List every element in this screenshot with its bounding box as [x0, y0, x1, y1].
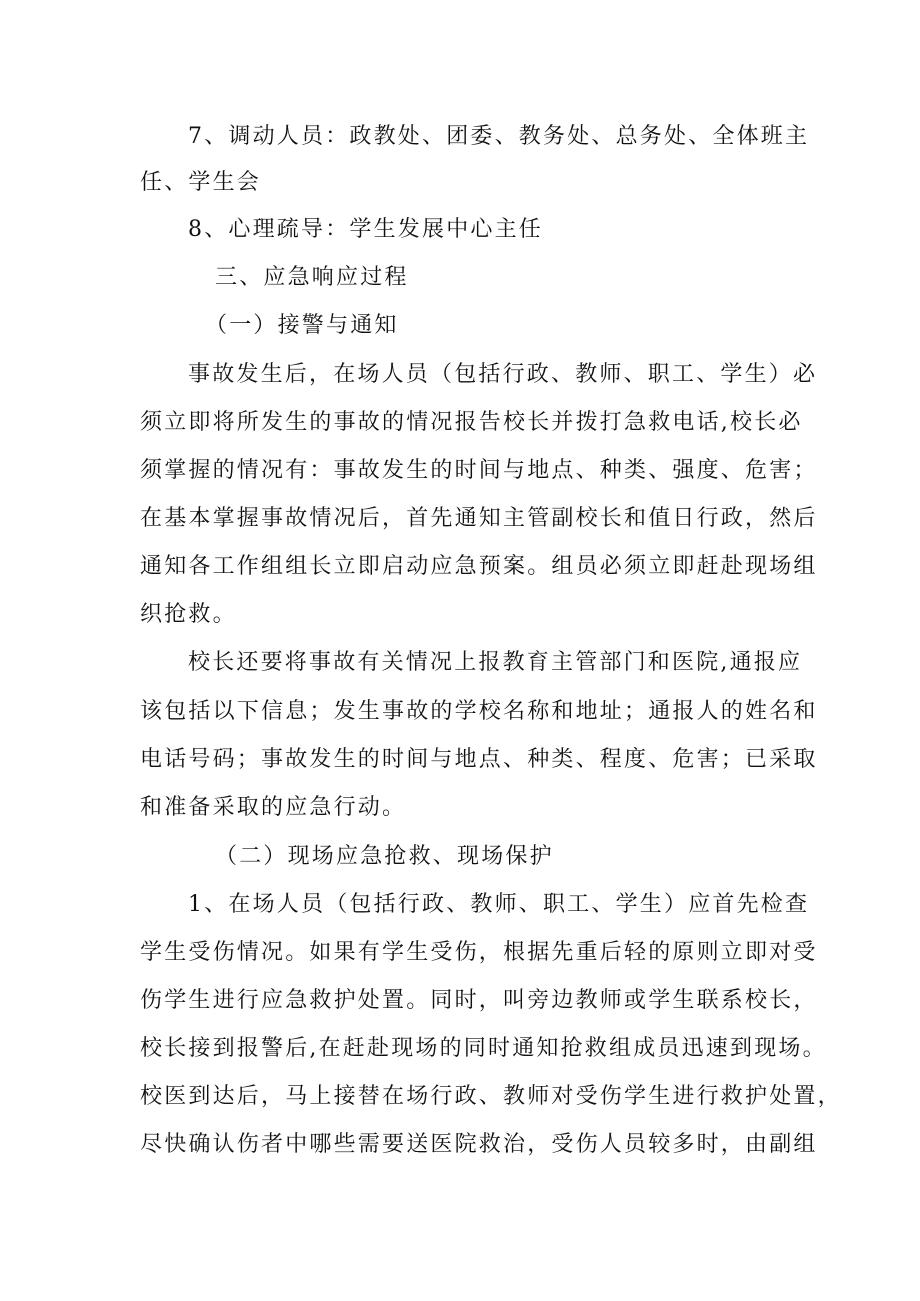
paragraph-1-line: 须立即将所发生的事故的情况报告校长并拨打急救电话,校长必 — [140, 410, 803, 435]
paragraph-1-line: 通知各工作组组长立即启动应急预案。组员必须立即赶赴现场组 — [140, 554, 818, 579]
paragraph-3-line: 校医到达后，马上接替在场行政、教师对受伤学生进行救护处置， — [140, 1084, 842, 1109]
paragraph-2-line: 电话号码；事故发生的时间与地点、种类、程度、危害；已采取 — [140, 747, 818, 772]
paragraph-2-line: 该包括以下信息；发生事故的学校名称和地址；通报人的姓名和 — [140, 699, 818, 724]
paragraph-2-line: 校长还要将事故有关情况上报教育主管部门和医院,通报应 — [188, 650, 803, 675]
subsection-2-heading: （二）现场应急抢救、现场保护 — [215, 844, 554, 869]
subsection-1-heading: （一）接警与通知 — [205, 313, 399, 338]
item-7-line-1: 7、调动人员：政教处、团委、教务处、总务处、全体班主 — [188, 124, 810, 149]
paragraph-3-line: 学生受伤情况。如果有学生受伤，根据先重后轻的原则立即对受 — [140, 940, 818, 965]
paragraph-1-line: 事故发生后，在场人员（包括行政、教师、职工、学生）必 — [188, 362, 818, 387]
item-7-line-2: 任、学生会 — [140, 170, 262, 195]
paragraph-1-line: 在基本掌握事故情况后，首先通知主管副校长和值日行政，然后 — [140, 506, 818, 531]
paragraph-2-line: 和准备采取的应急行动。 — [140, 795, 407, 820]
paragraph-3-line: 1、在场人员（包括行政、教师、职工、学生）应首先检查 — [188, 892, 810, 917]
paragraph-3-line: 校长接到报警后,在赶赴现场的同时通知抢救组成员迅速到现场。 — [140, 1036, 827, 1061]
paragraph-1-line: 织抢救。 — [140, 602, 237, 627]
paragraph-3-line: 尽快确认伤者中哪些需要送医院救治，受伤人员较多时，由副组 — [140, 1132, 818, 1157]
paragraph-3-line: 伤学生进行应急救护处置。同时，叫旁边教师或学生联系校长， — [140, 988, 818, 1013]
paragraph-1-line: 须掌握的情况有：事故发生的时间与地点、种类、强度、危害； — [140, 458, 818, 483]
section-3-heading: 三、应急响应过程 — [215, 265, 409, 290]
item-8: 8、心理疏导：学生发展中心主任 — [188, 217, 543, 242]
